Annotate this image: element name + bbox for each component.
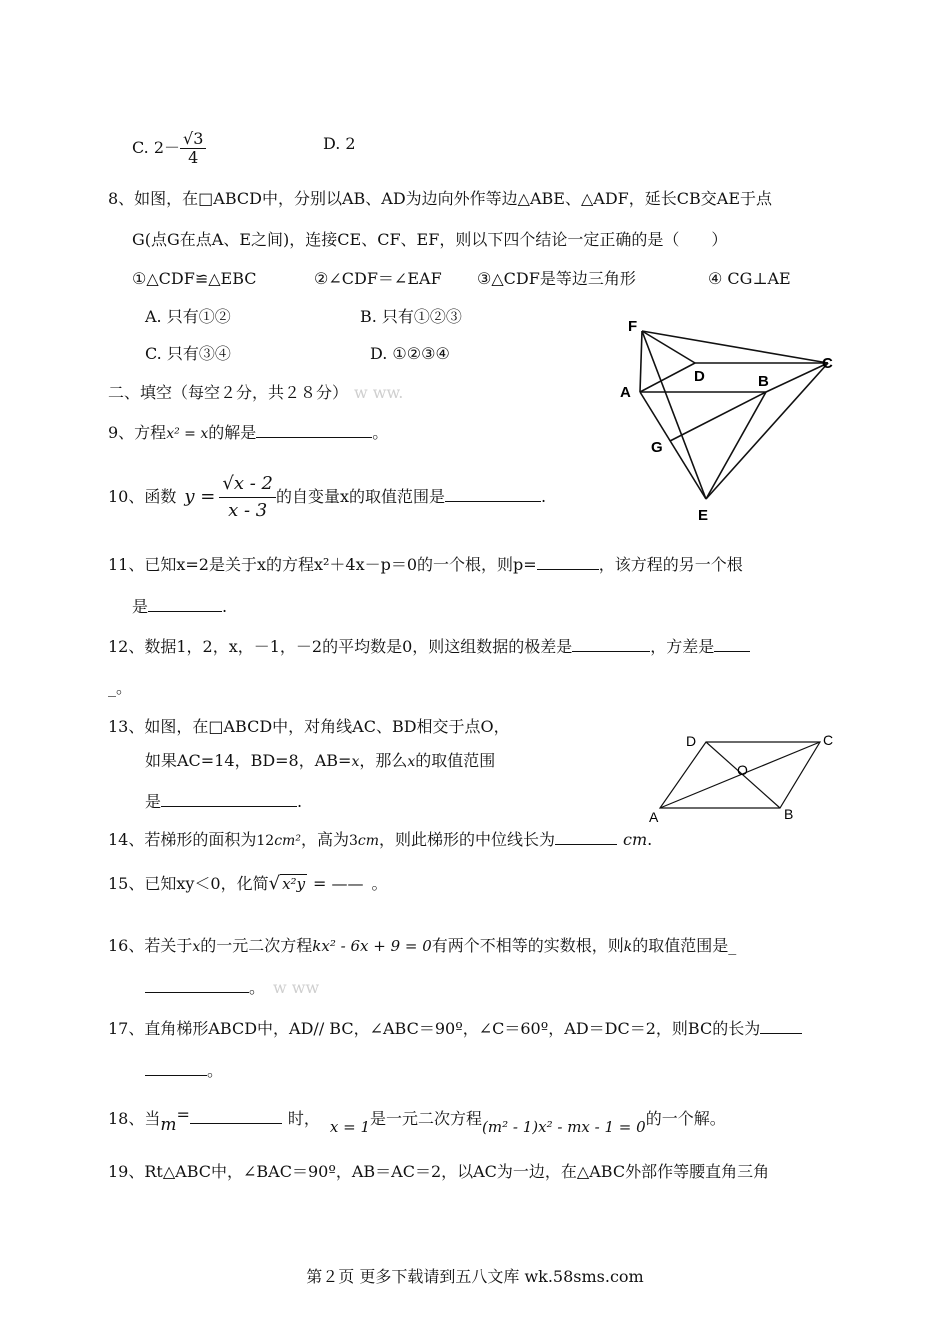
q11-line1-post: ，该方程的另一个根	[598, 555, 743, 574]
q12-line1-mid: ，方差是	[650, 637, 715, 656]
q10-denominator: x - 3	[228, 500, 268, 521]
q9-post: 的解是	[208, 423, 257, 442]
q16-line1-end: 的取值范围是_	[632, 936, 737, 955]
q16-equation: kx² - 6x + 9 = 0	[312, 937, 432, 955]
q9-end: 。	[372, 423, 389, 442]
q16-line1	[108, 935, 736, 958]
q8-label-D: D	[694, 368, 705, 385]
q14-answer-blank[interactable]	[555, 828, 617, 845]
q18-post: 的一个解。	[645, 1109, 726, 1128]
q8-edge-AD	[640, 363, 695, 392]
q13-line3-pre: 是	[145, 792, 162, 811]
q11-line1	[108, 553, 743, 576]
q9-math: x² = x	[166, 426, 209, 442]
q12-line2: _。	[108, 678, 133, 697]
q10-numerator: √x - 2	[219, 471, 276, 498]
q14-pre: 14、若梯形的面积为	[108, 830, 257, 849]
q13-line1: 13、如图，在□ABCD中，对角线AC、BD相交于点O，	[108, 717, 510, 736]
q16-line2	[145, 976, 319, 999]
q8-conclusion-3: ③△CDF是等边三角形	[477, 269, 636, 288]
q16-watermark: w ww	[273, 978, 320, 997]
q12-line1-pre: 12、数据1，2，x，－1，－2的平均数是0，则这组数据的极差是	[108, 637, 573, 656]
q13-answer-blank[interactable]	[161, 790, 297, 807]
q13-line2-pre: 如果AC=14，BD=8，AB=	[145, 751, 352, 770]
q7-option-c	[132, 122, 206, 174]
q14-unit2: cm	[357, 833, 379, 849]
q8-label-E: E	[698, 507, 709, 524]
q13-line3-end: .	[297, 792, 303, 811]
q9	[108, 421, 388, 445]
q12-range-blank[interactable]	[572, 635, 650, 652]
q10-pre: 10、函数	[108, 487, 177, 506]
section-2-title	[108, 382, 403, 404]
q7-option-c-denominator: 4	[188, 148, 199, 167]
q19-line1: 19、Rt△ABC中，∠BAC＝90º，AB＝AC＝2，以AC为一边，在△ABC外部作等腰直角三角	[108, 1162, 770, 1181]
q18-mid2: 是一元二次方程	[370, 1109, 483, 1128]
page-footer: 第２页 更多下载请到五八文库 wk.58sms.com	[306, 1267, 644, 1286]
q8-option-c: C. 只有③④	[145, 344, 231, 363]
q14-mid: ，高为	[300, 830, 349, 849]
q17-line2	[145, 1059, 223, 1082]
q13-label-C: C	[823, 732, 834, 748]
q16-line1-pre: 16、若关于	[108, 936, 193, 955]
q8-label-A: A	[620, 384, 631, 401]
q13-label-O: O	[737, 762, 748, 778]
q16-k: k	[623, 939, 633, 955]
q8-label-G: G	[651, 439, 663, 456]
q7-option-c-numerator: √3	[180, 130, 206, 149]
q12-line1	[108, 635, 750, 658]
q18-answer-blank[interactable]	[190, 1107, 282, 1124]
q17-answer-blank-1[interactable]	[760, 1017, 802, 1034]
q13-line2-post: ，那么	[359, 751, 408, 770]
q8-figure	[610, 315, 845, 525]
q10-end: .	[541, 487, 547, 506]
q8-label-B: B	[758, 373, 769, 390]
q16-line1-mid: 的一元二次方程	[200, 936, 313, 955]
q18-equation: (m² - 1)x² - mx - 1 = 0	[482, 1118, 646, 1136]
q14-area: 12	[256, 833, 275, 849]
q18-eqsign: =	[176, 1105, 190, 1124]
q14-unit3: cm	[623, 830, 648, 849]
q18	[108, 1100, 726, 1136]
q14-height: 3	[348, 833, 358, 849]
q7-option-c-prefix: C. 2－	[132, 138, 181, 157]
section-2-watermark: w ww.	[354, 383, 404, 402]
q11-line2-pre: 是	[132, 597, 149, 616]
q12-variance-blank[interactable]	[714, 635, 750, 652]
q17-line1	[108, 1017, 802, 1040]
q13-x2: x	[407, 754, 416, 770]
q9-answer-blank[interactable]	[256, 421, 372, 438]
q15-end: 。	[371, 874, 388, 893]
q15-post: = ——	[313, 874, 364, 893]
q13-label-D: D	[686, 733, 697, 749]
q16-x: x	[192, 939, 201, 955]
q7-option-d: D. 2	[323, 134, 356, 153]
q17-answer-blank-2[interactable]	[145, 1059, 207, 1076]
q8-conclusion-2: ②∠CDF＝∠EAF	[314, 269, 442, 288]
q8-option-d: D. ①②③④	[370, 344, 450, 363]
q8-line2: G(点G在点A、E之间)，连接CE、CF、EF，则以下四个结论一定正确的是（ ）	[132, 230, 728, 249]
q9-pre: 9、方程	[108, 423, 167, 442]
q8-conclusion-4: ④ CG⊥AE	[708, 269, 791, 288]
q8-option-b: B. 只有①②③	[360, 307, 462, 326]
q7-option-c-fraction	[180, 130, 206, 167]
q8-label-C: C	[822, 355, 833, 372]
q15-pre: 15、已知xy＜0，化简	[108, 874, 269, 893]
q13-figure	[640, 728, 845, 828]
q8-option-a: A. 只有①②	[145, 307, 231, 326]
q11-line2-end: .	[222, 597, 228, 616]
q8-line1: 8、如图，在□ABCD中，分别以AB、AD为边向外作等边△ABE、△ADF，延长CB交AE于点	[108, 189, 772, 208]
q18-m: m	[160, 1115, 177, 1135]
q13-label-B: B	[784, 806, 794, 822]
q10-y: y =	[184, 486, 216, 507]
q18-x1: x = 1	[329, 1118, 371, 1136]
q11-line1-pre: 11、已知x=2是关于x的方程x²＋4x－p＝0的一个根，则p=	[108, 555, 537, 574]
q14-post: ，则此梯形的中位线长为	[379, 830, 556, 849]
q14	[108, 828, 652, 852]
q13-line2-end: 的取值范围	[415, 751, 496, 770]
q13-label-A: A	[649, 809, 659, 825]
section-2-title-text: 二、填空（每空２分，共２８分）	[108, 383, 349, 402]
q17-line1-text: 17、直角梯形ABCD中，AD// BC，∠ABC＝90º，∠C＝60º，AD＝DC＝2，则BC的长为	[108, 1019, 761, 1038]
q16-line1-post: 有两个不相等的实数根，则	[431, 936, 624, 955]
q10-post: 的自变量x的取值范围是	[275, 487, 445, 506]
q16-line2-end: 。	[249, 978, 266, 997]
q14-end: .	[647, 830, 653, 849]
q11-line2	[132, 595, 227, 618]
q8-edge-FE	[642, 331, 706, 499]
q13-x1: x	[351, 754, 360, 770]
q13-line3	[145, 790, 302, 813]
q15: 15、已知xy＜0，化简√ x²y = —— 。	[108, 873, 388, 894]
q16-answer-blank[interactable]	[145, 976, 249, 993]
q18-pre: 18、当	[108, 1109, 161, 1128]
q18-mid: 时，	[287, 1109, 320, 1128]
q8-conclusion-1: ①△CDF≌△EBC	[132, 269, 257, 288]
q8-edge-AE	[640, 392, 706, 499]
q13-line2	[145, 750, 495, 773]
q17-line2-end: 。	[207, 1061, 224, 1080]
q10-fraction	[219, 471, 276, 524]
q8-edge-FA	[640, 331, 642, 392]
q11-root-blank[interactable]	[148, 595, 222, 612]
q8-edge-BC	[766, 363, 828, 392]
q10	[108, 466, 546, 528]
q8-label-F: F	[628, 318, 638, 335]
q11-p-blank[interactable]	[537, 553, 599, 570]
q14-unit1: cm²	[274, 833, 301, 849]
q15-radicand: x²y	[282, 875, 306, 893]
q10-answer-blank[interactable]	[445, 485, 541, 502]
